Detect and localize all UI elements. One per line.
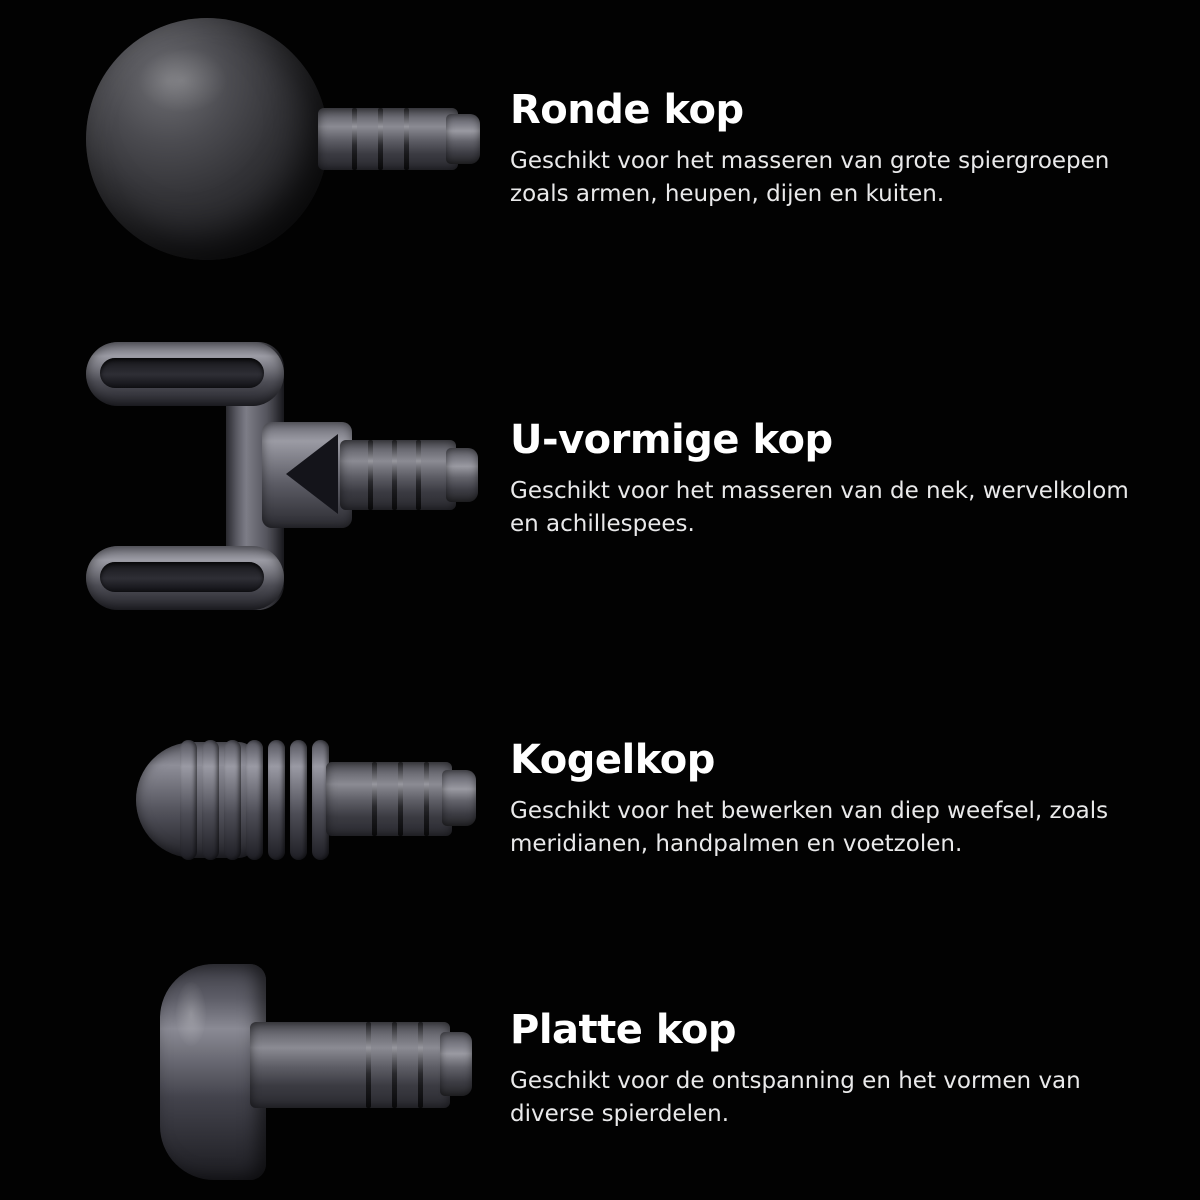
flat-head-shaft	[250, 1022, 450, 1108]
round-head-description: Geschikt voor het masseren van grote spiergroepen zoals armen, heupen, dijen en kuiten.	[510, 147, 1110, 207]
bullet-head-tip	[442, 770, 476, 826]
bullet-head-description: Geschikt voor het bewerken van diep weefsel, zoals meridianen, handpalmen en voetzolen.	[510, 797, 1109, 857]
u-head-arm-bottom	[86, 546, 284, 610]
u-head-text-block	[500, 416, 1200, 542]
u-shaped-attachment-icon	[0, 330, 500, 630]
flat-attachment-icon	[0, 940, 500, 1200]
round-head-title: Ronde kop	[510, 86, 744, 133]
bullet-head-text-block	[500, 736, 1200, 862]
u-head-notch	[286, 434, 338, 514]
u-head-description: Geschikt voor het masseren van de nek, wervelkolom en achillespees.	[510, 477, 1129, 537]
ball-head-shaft	[318, 108, 458, 170]
u-head-shaft	[340, 440, 456, 510]
ball-head-shape	[86, 18, 328, 260]
bullet-head-title: Kogelkop	[510, 736, 715, 783]
flat-head-tip	[440, 1032, 472, 1096]
ball-attachment-icon	[0, 0, 500, 300]
ball-head-tip	[446, 114, 480, 164]
bullet-head-shaft	[326, 762, 452, 836]
flat-head-text-block	[500, 1006, 1200, 1132]
attachment-row-u-head	[0, 330, 1200, 630]
attachment-row-bullet-head	[0, 660, 1200, 940]
flat-head-title: Platte kop	[510, 1006, 736, 1053]
bullet-head-ridges	[180, 740, 350, 860]
u-head-tip	[446, 448, 478, 502]
round-head-text-block	[500, 86, 1200, 212]
attachment-row-flat-head	[0, 940, 1200, 1200]
u-head-arm-top	[86, 342, 284, 406]
attachment-row-round-head	[0, 0, 1200, 300]
flat-head-description: Geschikt voor de ontspanning en het vormen van diverse spierdelen.	[510, 1067, 1081, 1127]
u-head-title: U-vormige kop	[510, 416, 833, 463]
bullet-attachment-icon	[0, 650, 500, 950]
